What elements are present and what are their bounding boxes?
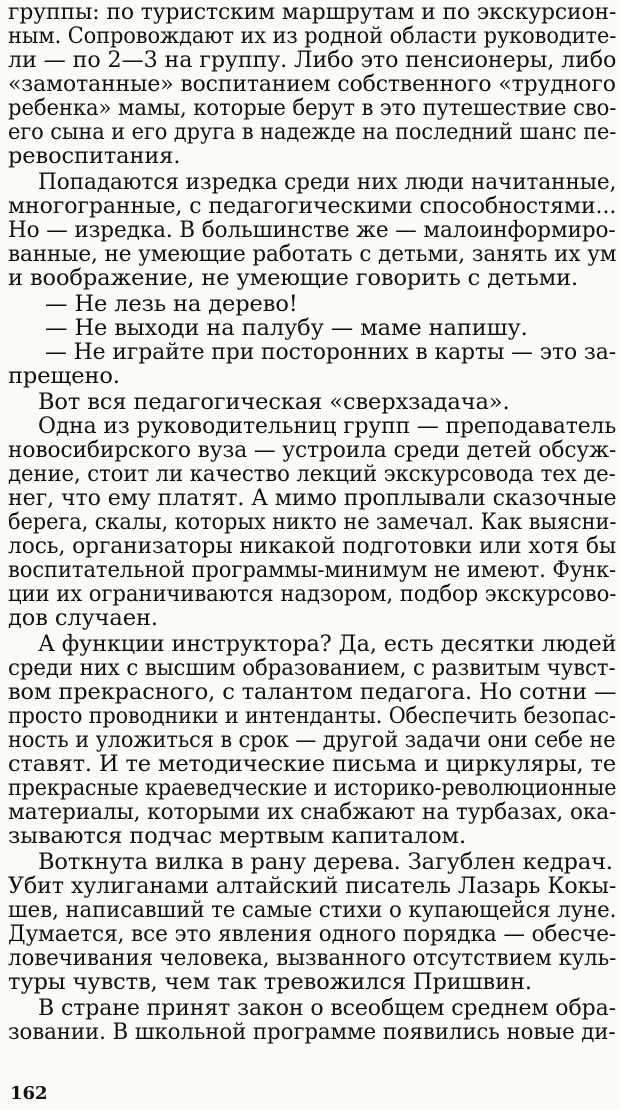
text-line: новосибирского вуза — устроила среди детей обсуж-	[8, 437, 617, 463]
text-line: многогранные, с педагогическими способностями...	[8, 193, 617, 219]
text-line: группы: по туристским маршрутам и по экскурсион-	[8, 0, 617, 25]
text-line: зовании. В школьной программе появились новые ди-	[8, 1019, 616, 1045]
text-line: ванные, не умеющие работать с детьми, занять их ум	[8, 241, 617, 267]
paragraph-first-line: Воткнута вилка в рану дерева. Загублен кедрач.	[38, 849, 613, 875]
text-line: «замотанные» воспитанием собственного «трудного	[8, 71, 616, 97]
text-line: Убит хулиганами алтайский писатель Лазарь Кокы-	[8, 873, 617, 899]
dialogue-line: — Не играйте при посторонних в карты — это за-	[45, 339, 616, 365]
text-line: и воображение, не умеющие говорить с детьми.	[8, 265, 579, 291]
paragraph-first-line: Одна из руководительниц групп — преподаватель	[38, 413, 617, 439]
text-line: ставят. И те методические письма и циркуляры, те	[8, 751, 617, 777]
text-line: дов случаен.	[8, 605, 158, 631]
text-line: ции их ограничиваются надзором, подбор экскурсово-	[8, 581, 617, 607]
text-line: ревоспитания.	[8, 143, 181, 169]
text-line: Но — изредка. В большинстве же — малоинформиро-	[8, 217, 616, 243]
paragraph-first-line: В стране принят закон о всеобщем среднем обра-	[38, 995, 616, 1021]
text-line: дение, стоит ли качество лекций экскурсовода тех де-	[8, 461, 616, 487]
text-line: среди них с высшим образованием, с развитым чувст-	[8, 655, 616, 681]
paragraph-first-line: Вот вся педагогическая «сверхзадача».	[38, 389, 510, 415]
text-line: зываются подчас мертвым капиталом.	[8, 823, 467, 849]
text-line: прекрасные краеведческие и историко-революционные	[8, 775, 617, 801]
text-line: прещено.	[8, 363, 120, 389]
paragraph-first-line: А функции инструктора? Да, есть десятки людей	[38, 631, 617, 657]
text-line: материалы, которыми их снабжают на турбазах, ока-	[8, 799, 617, 825]
dialogue-line: — Не лезь на дерево!	[45, 291, 298, 317]
text-line: Думается, все это явления одного порядка — обесче-	[8, 921, 617, 947]
text-line: ли — по 2—3 на группу. Либо это пенсионеры, либо	[8, 47, 617, 73]
page-number: 162	[10, 1083, 48, 1104]
text-line: ребенка» мамы, которые берут в это путешествие сво-	[8, 95, 617, 121]
dialogue-line: — Не выходи на палубу — маме напишу.	[45, 315, 528, 341]
text-line: шев, написавший те самые стихи о купающейся луне.	[8, 897, 617, 923]
text-line: ным. Сопровождают их из родной области руководите-	[8, 23, 617, 49]
paragraph-first-line: Попадаются изредка среди них люди начитанные,	[38, 169, 617, 195]
text-line: туры чувств, чем так тревожился Пришвин.	[8, 969, 532, 995]
text-line: просто проводники и интенданты. Обеспечить безопас-	[8, 703, 616, 729]
text-line: вом прекрасного, с талантом педагога. Но сотни —	[8, 679, 617, 705]
text-line: ловечивания человека, вызванного отсутствием куль-	[8, 945, 617, 971]
text-line: берега, скалы, которых никто не замечал. Как выясни-	[8, 509, 617, 535]
text-line: воспитательной программы-минимум не имеют. Функ-	[8, 557, 617, 583]
text-line: лось, организаторы никакой подготовки или хотя бы	[8, 533, 617, 559]
text-line: его сына и его друга в надежде на последний шанс пе-	[8, 119, 617, 145]
text-line: ность и уложиться в срок — другой задачи они себе не	[8, 727, 616, 753]
text-line: нег, что ему платят. А мимо проплывали сказочные	[8, 485, 617, 511]
